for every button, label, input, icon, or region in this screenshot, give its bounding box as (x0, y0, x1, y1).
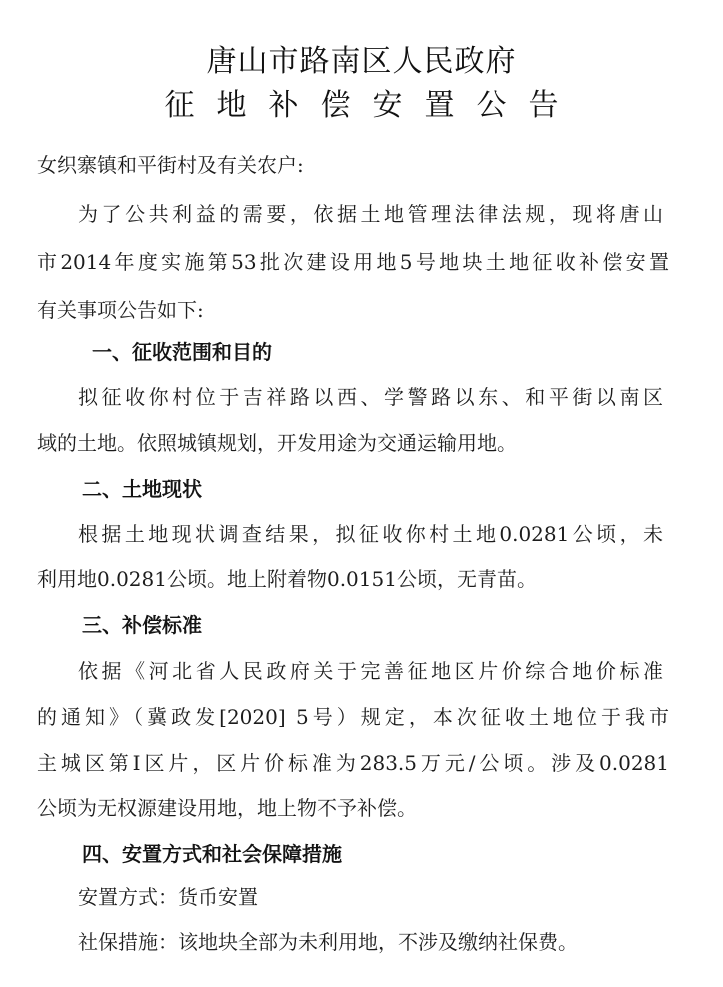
notice-title-issuer: 唐山市路南区人民政府 (206, 44, 517, 79)
section-heading-resettlement: 四、安置方式和社会保障措施 (82, 842, 342, 866)
addressee-line: 女织寨镇和平街村及有关农户: (37, 153, 304, 177)
section2-line-1: 根据土地现状调查结果，拟征收你村土地0.0281公顷，未 (78, 522, 663, 546)
section-heading-status: 二、土地现状 (82, 477, 202, 501)
section-heading-scope: 一、征收范围和目的 (92, 340, 272, 364)
section-heading-standard: 三、补偿标准 (82, 613, 202, 637)
section1-line-1: 拟征收你村位于吉祥路以西、学警路以东、和平街以南区 (78, 385, 663, 409)
section2-line-2: 利用地0.0281公顷。地上附着物0.0151公顷，无青苗。 (37, 567, 537, 591)
intro-line-1: 为了公共利益的需要，依据土地管理法律法规，现将唐山 (78, 202, 663, 226)
section1-line-2: 域的土地。依照城镇规划，开发用途为交通运输用地。 (37, 431, 517, 455)
resettlement-method-line: 安置方式：货币安置 (78, 885, 258, 909)
section3-line-4: 公顷为无权源建设用地，地上物不予补偿。 (37, 796, 417, 820)
social-security-line: 社保措施：该地块全部为未利用地，不涉及缴纳社保费。 (78, 930, 578, 954)
notice-title-subject: 征地补偿安置公告 (164, 88, 581, 123)
section3-line-3: 主城区第Ⅰ区片，区片价标准为283.5万元/公顷。涉及0.0281 (37, 751, 669, 775)
intro-line-3: 有关事项公告如下: (37, 298, 204, 322)
intro-line-2: 市2014年度实施第53批次建设用地5号地块土地征收补偿安置 (37, 250, 669, 274)
section3-line-1: 依据《河北省人民政府关于完善征地区片价综合地价标准 (78, 659, 663, 683)
section3-line-2: 的通知》（冀政发[2020] 5号）规定，本次征收土地位于我市 (37, 705, 669, 729)
